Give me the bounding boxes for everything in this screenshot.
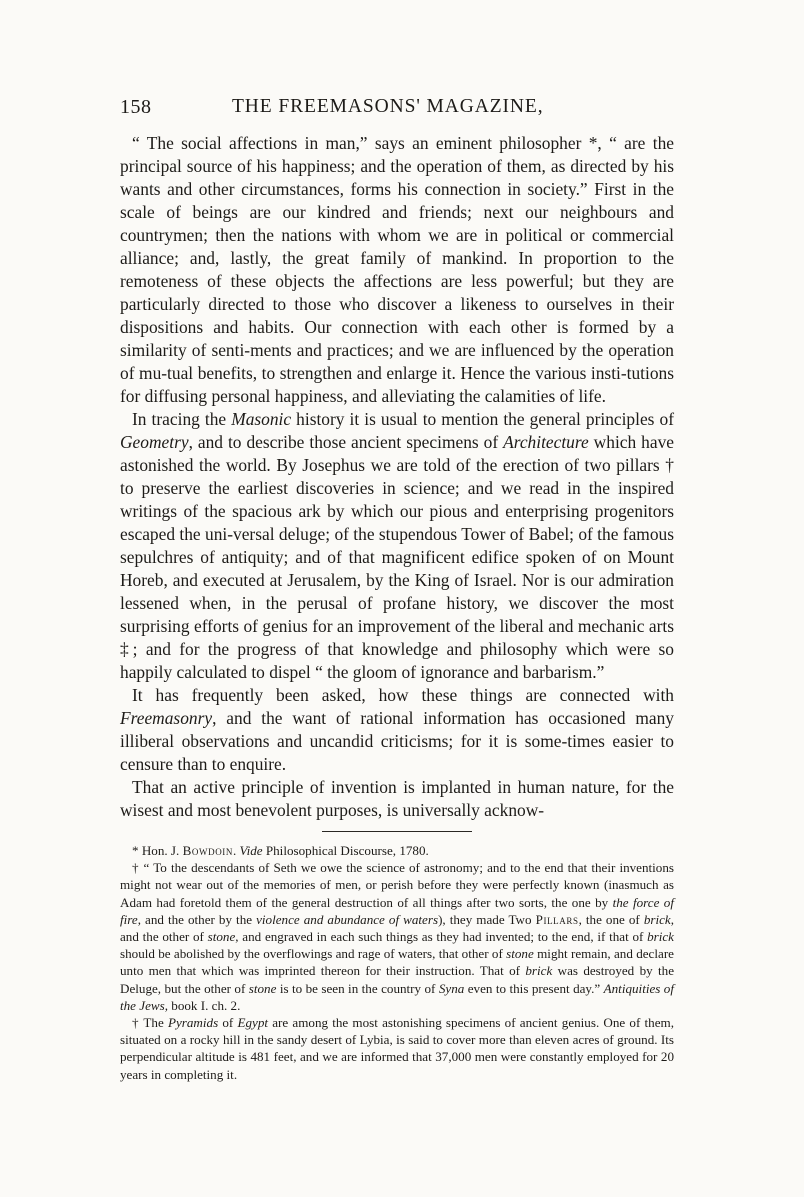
text-run: Philosophical Discourse, 1780. — [262, 843, 429, 858]
running-title: THE FREEMASONS' MAGAZINE, — [232, 96, 544, 117]
italic-text: Syna — [438, 980, 465, 996]
italic-text: brick — [647, 929, 674, 945]
text-run: might remain, and declare unto men that which was imprinted thereon for their instruction. That of — [120, 946, 674, 979]
text-run: , and to describe those ancient specimens of — [188, 432, 504, 452]
italic-text: Vide — [239, 843, 263, 858]
footnote-2 — [120, 859, 674, 1014]
text-run: , and engraved in each such things as they had invented; to the end, if that of — [235, 929, 648, 945]
footnote-1 — [120, 842, 674, 859]
italic-text: brick — [643, 911, 671, 927]
text-run: † “ To the descendants of Seth we owe the science of astronomy; and to the end that their inventions might not wear out of the memories of men, or perish before they were perfectly known (inasmuch as Adam had foretold them of the general destruction of all things after two sorts, the one by — [120, 860, 674, 910]
text-run: , and the other of — [120, 911, 674, 945]
italic-text: stone — [207, 929, 236, 945]
italic-text: the force of fire — [120, 894, 674, 927]
body-text — [120, 132, 674, 822]
text-run: , the one of — [578, 911, 644, 927]
text-run: which have astonished the world. By Josephus we are told of the erection of two pillars † to preserve the earliest discoveries in science; and we read in the inspired writings of the spacious ark by which our pious and enterprising progenitors escaped the uni-versal deluge; of the stupendous Tower of Babel; of the famous sepulchres of antiquity; and of that magnificent edifice spoken of on Mount Horeb, and executed at Jerusalem, by the King of Israel. Nor is our admiration lessened when, in the perusal of profane history, we discover the most surprising efforts of genius for an improvement of the liberal and mechanic arts ‡; and for the progress of that knowledge and philosophy which were so happily calculated to dispel “ the gloom of ignorance and barbarism.” — [120, 432, 674, 682]
paragraph-3 — [120, 684, 674, 776]
text-run: It has frequently been asked, how these things are connected with — [132, 685, 674, 705]
text-run: was destroyed by the Deluge, but the other of — [120, 963, 675, 996]
text-run: * Hon. J. — [132, 843, 183, 858]
text-run: is to be seen in the country of — [276, 980, 439, 996]
footnote-3 — [120, 1014, 674, 1083]
page-number: 158 — [120, 96, 152, 118]
italic-text: Masonic — [231, 409, 292, 429]
footnotes — [120, 842, 674, 1083]
italic-text: Pyramids — [167, 1015, 219, 1031]
italic-text: Geometry — [120, 432, 189, 452]
text-run: even to this present day.” — [464, 980, 604, 996]
italic-text: Architecture — [503, 432, 589, 452]
text-run: . — [233, 843, 240, 858]
paragraph-2 — [120, 408, 674, 684]
text-run: of — [218, 1015, 238, 1031]
text-run: In tracing the — [132, 409, 232, 429]
text-run: , and the want of rational information has occasioned many illiberal observations and uncandid criticisms; for it is some-times easier to censure than to enquire. — [120, 708, 674, 774]
italic-text: brick — [525, 963, 553, 979]
italic-text: stone — [506, 946, 534, 962]
small-caps-text: Pillars — [535, 911, 579, 927]
paragraph-4 — [120, 776, 674, 822]
italic-text: Antiquities of the Jews, — [120, 980, 674, 1013]
italic-text: Egypt — [237, 1015, 269, 1031]
text-run: † The — [132, 1015, 168, 1031]
italic-text: Freemasonry — [120, 708, 213, 728]
text-run: history it is usual to mention the general principles of — [291, 409, 674, 429]
text-run: book I. ch. 2. — [168, 997, 241, 1013]
text-run: are among the most astonishing specimens of ancient genius. One of them, situated on a rocky hill in the sandy desert of Lybia, is said to cover more than eleven acres of ground. Its perpendicular altitude is 481 feet, and we are informed that 37,000 men were constantly employed for 20 years in completing it. — [120, 1015, 674, 1082]
italic-text: stone — [248, 980, 277, 996]
text-run: ), they made Two — [438, 911, 536, 927]
paragraph-1 — [120, 132, 674, 408]
footnote-divider — [322, 831, 472, 832]
running-header — [120, 96, 674, 124]
text-run: should be abolished by the overflowings and rage of waters, that other of — [120, 946, 507, 962]
italic-text: violence and abundance of waters — [256, 911, 439, 927]
text-run: “ The social affections in man,” says an eminent philosopher *, “ are the principal source of his happiness; and the operation of them, as directed by his wants and other circumstances, forms his connection in society.” First in the scale of beings are our kindred and friends; next our neighbours and countrymen; then the nations with whom we are in political or commercial alliance; and, lastly, the great family of mankind. In proportion to the remoteness of these objects the affections are less powerful; but they are particularly directed to those who discover a likeness to ourselves in their dispositions and habits. Our connection with each other is formed by a similarity of senti-ments and practices; and we are influenced by the operation of mu-tual benefits, to strengthen and enlarge it. Hence the various insti-tutions for diffusing personal happiness, and alleviating the calamities of life. — [120, 133, 674, 406]
text-run: That an active principle of invention is implanted in human nature, for the wisest and most benevolent purposes, is universally acknow- — [120, 777, 674, 820]
text-run: , and the other by the — [137, 911, 257, 927]
small-caps-text: Bowdoin — [182, 843, 233, 858]
